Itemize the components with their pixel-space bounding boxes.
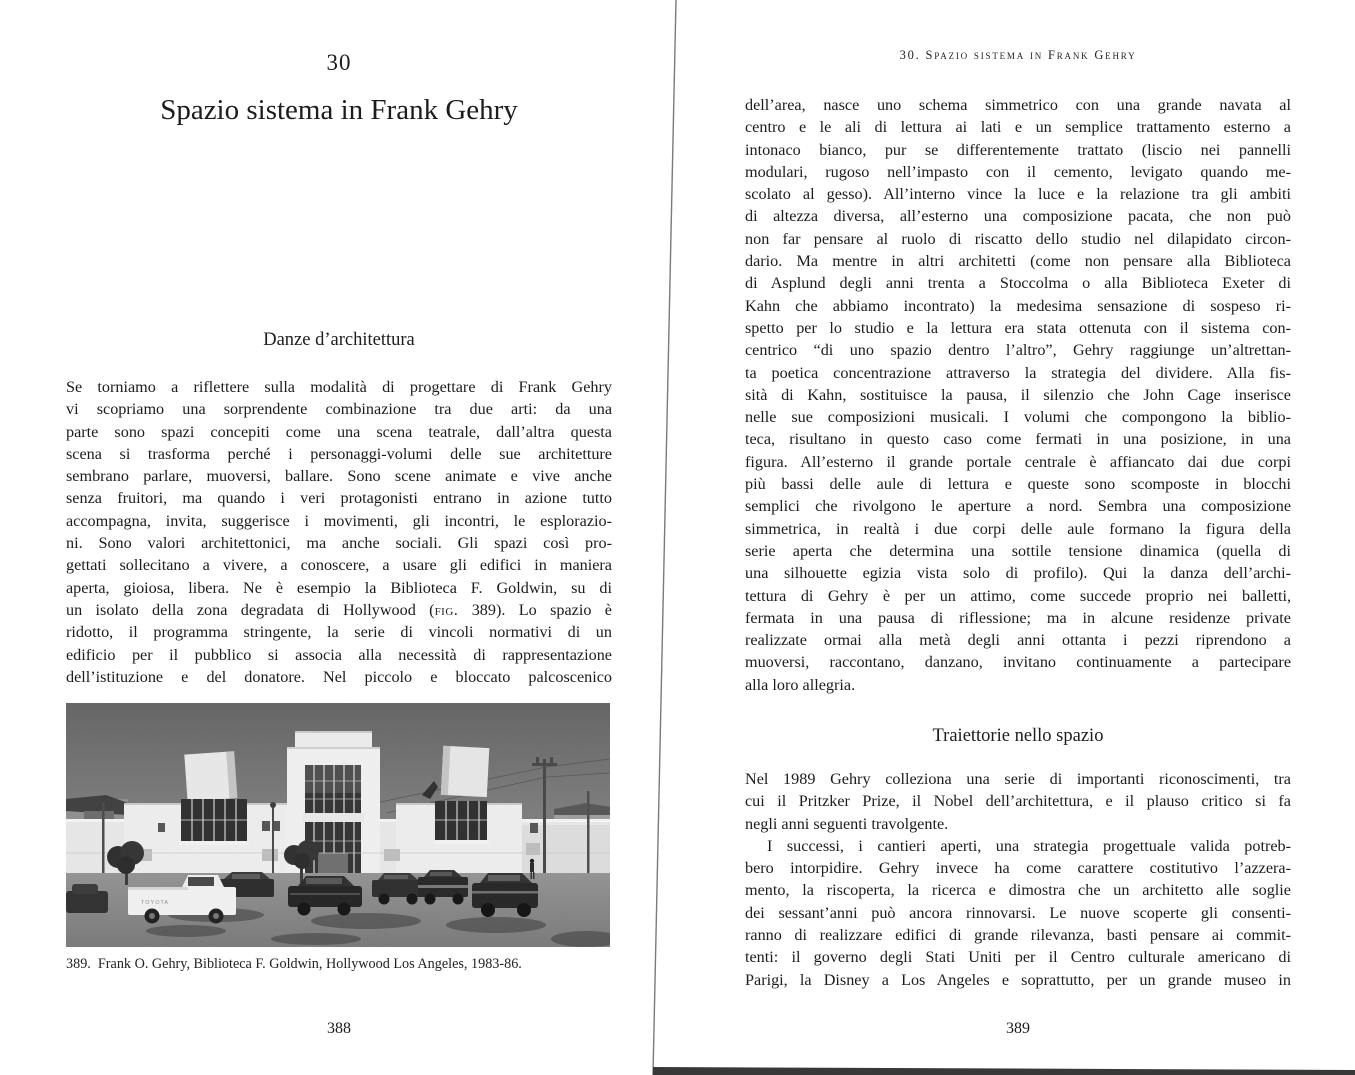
- text-line: edificio per il pubblico si associa alla necessità di rappresentazione: [66, 645, 612, 664]
- text-line: ni. Sono valori architettonici, ma anche sociali. Gli spazi così pro-: [66, 534, 612, 553]
- text-line: ridotto, il programma stringente, la serie di vincoli normativi di un: [66, 623, 612, 642]
- text-line: cui il Pritzker Prize, il Nobel dell’architettura, e il plauso critico si fa: [745, 792, 1291, 811]
- text-line: tenti: il governo degli Stati Uniti per il Centro culturale americano di: [745, 948, 1291, 967]
- text-line: scolato al gesso). All’interno vince la luce e la relazione tra gli ambiti: [745, 185, 1291, 204]
- text-line: bero intorpidire. Gehry invece ha come carattere costitutivo l’azzera-: [745, 859, 1291, 878]
- text-line: un isolato della zona degradata di Hollywood (fig. 389). Lo spazio è: [66, 600, 612, 619]
- left-body-text: [66, 376, 612, 688]
- text-line: di altezza diversa, all’esterno una composizione pacata, che non può: [745, 207, 1291, 226]
- text-line: parte sono spazi concepiti come una scena teatrale, dall’altra questa: [66, 422, 612, 441]
- gutter-line: [653, 0, 676, 1075]
- text-line: mento, la riscoperta, la ricerca e dimostra che un architetto alle soglie: [745, 881, 1291, 900]
- text-line: modulari, rugoso nell’impasto con il cemento, levigato quando me-: [745, 162, 1291, 181]
- text-line: muoversi, raccontano, danzano, invitano continuamente a partecipare: [745, 653, 1291, 672]
- text-line: spetto per lo studio e la lettura era stata ottenuta con il sistema con-: [745, 318, 1291, 337]
- paragraph: [745, 835, 1291, 991]
- left-page: [66, 0, 612, 1075]
- text-line: negli anni seguenti travolgente.: [745, 814, 949, 833]
- text-line: realizzate ormai alla metà degli anni ottanta i pezzi riprendono a: [745, 631, 1291, 650]
- text-line: vi scopriamo una sorprendente combinazione tra due arti: da una: [66, 400, 612, 419]
- text-line: dario. Ma mentre in altri architetti (come non pensare alla Biblioteca: [745, 252, 1291, 271]
- text-line: dell’istituzione e del donatore. Nel piccolo e bloccato palcoscenico: [66, 667, 612, 686]
- text-line: ranno di realizzare edifici di grande rilevanza, basti pensare ai commit-: [745, 926, 1291, 945]
- text-line: sembrano parlare, muoversi, ballare. Sono scene animate e vive anche: [66, 467, 612, 486]
- text-line: teca, risultano in questo caso come fermati in una posizione, in una: [745, 430, 1291, 449]
- goldwin-library-photo-svg: [66, 703, 610, 947]
- text-line: dei sessant’anni può ancora rinnovarsi. Le nuove scoperte gli consenti-: [745, 903, 1291, 922]
- truck-label: TOYOTA: [141, 900, 170, 906]
- photo-grain: [66, 703, 610, 947]
- goldwin-library-photo: [66, 703, 610, 947]
- paragraph: [745, 768, 1291, 835]
- text-line: Parigi, la Disney a Los Angeles e soprattutto, per un grande museo in: [745, 970, 1291, 989]
- right-body-text-1: [745, 94, 1291, 696]
- section-heading-traiettorie: Traiettorie nello spazio: [932, 726, 1104, 746]
- text-line: di Asplund degli anni trenta a Stoccolma o alla Biblioteca Exeter di: [745, 274, 1291, 293]
- text-line: tettura di Gehry è per un attimo, come succede proprio nei balletti,: [745, 586, 1291, 605]
- text-line: I successi, i cantieri aperti, una strategia progettuale valida potreb-: [767, 836, 1291, 855]
- text-line: dell’area, nasce uno schema simmetrico con una grande navata al: [745, 96, 1291, 114]
- text-line: alla loro allegria.: [745, 675, 856, 694]
- text-line: senza fruitori, ma quando i veri protagonisti entrano in azione tutto: [66, 489, 612, 508]
- text-line: accompagna, invita, suggerisce i movimenti, gli incontri, le esplorazio-: [66, 511, 612, 530]
- section-heading-danze: Danze d’architettura: [263, 330, 415, 350]
- text-line: non far pensare al ruolo di riscatto dello studio nel dilapidato circon-: [745, 229, 1291, 248]
- page-number-left: 388: [327, 1020, 351, 1037]
- text-line: intonaco bianco, pur se differentemente trattato (liscio nei pannelli: [745, 140, 1291, 159]
- text-line: ta poetica concentrazione attraverso la strategia del dividere. Alla fis-: [745, 363, 1291, 382]
- chapter-title: Spazio sistema in Frank Gehry: [160, 94, 518, 126]
- text-line: gettati sollecitano a vivere, a conoscere, a usare gli edifici in maniera: [66, 556, 612, 575]
- text-line: una silhouette egizia vista solo di profilo). Qui la danza dell’archi-: [745, 564, 1291, 583]
- text-line: centro e le ali di lettura ai lati e un semplice trattamento esterno a: [745, 118, 1291, 137]
- text-line: Nel 1989 Gehry colleziona una serie di importanti riconoscimenti, tra: [745, 770, 1291, 788]
- right-page: [745, 0, 1291, 1075]
- text-line: aperta, gioiosa, libera. Ne è esempio la Biblioteca F. Goldwin, su di: [66, 578, 612, 597]
- running-header: 30. Spazio sistema in Frank Gehry: [899, 48, 1137, 62]
- text-line: figura. All’esterno il grande portale centrale è affiancato dai due corpi: [745, 452, 1291, 471]
- text-line: nelle sue composizioni musicali. I volumi che compongono la biblio-: [745, 408, 1291, 427]
- figure-caption: 389. Frank O. Gehry, Biblioteca F. Goldwin, Hollywood Los Angeles, 1983-86.: [66, 956, 522, 972]
- text-line: Kahn che abbiamo incontrato) la medesima sensazione di sospeso ri-: [745, 296, 1291, 315]
- text-line: centrico “di uno spazio dentro l’altro”, Gehry raggiunge un’altrettan-: [745, 341, 1291, 360]
- text-line: scena si trasforma perché i personaggi-volumi delle sue architetture: [66, 444, 612, 463]
- text-line: serie aperta che determina una sottile tensione dinamica (quella di: [745, 541, 1291, 560]
- right-body-text-2: [745, 768, 1291, 991]
- page-number-right: 389: [1006, 1020, 1030, 1037]
- text-line: semplici che rivolgono le aperture a nord. Sembra una composizione: [745, 497, 1291, 516]
- text-line: più bassi delle aule di lettura e queste sono scomposte in blocchi: [745, 475, 1291, 494]
- text-line: simmetrica, in realtà i due corpi delle aule formano la figura della: [745, 519, 1291, 538]
- chapter-number: 30: [326, 50, 352, 75]
- text-line: sità di Kahn, sostituisce la pausa, il silenzio che John Cage inserisce: [745, 385, 1291, 404]
- text-line: fermata in una pausa di riflessione; ma in alcune residenze private: [745, 608, 1291, 627]
- text-line: Se torniamo a riflettere sulla modalità di progettare di Frank Gehry: [66, 378, 612, 396]
